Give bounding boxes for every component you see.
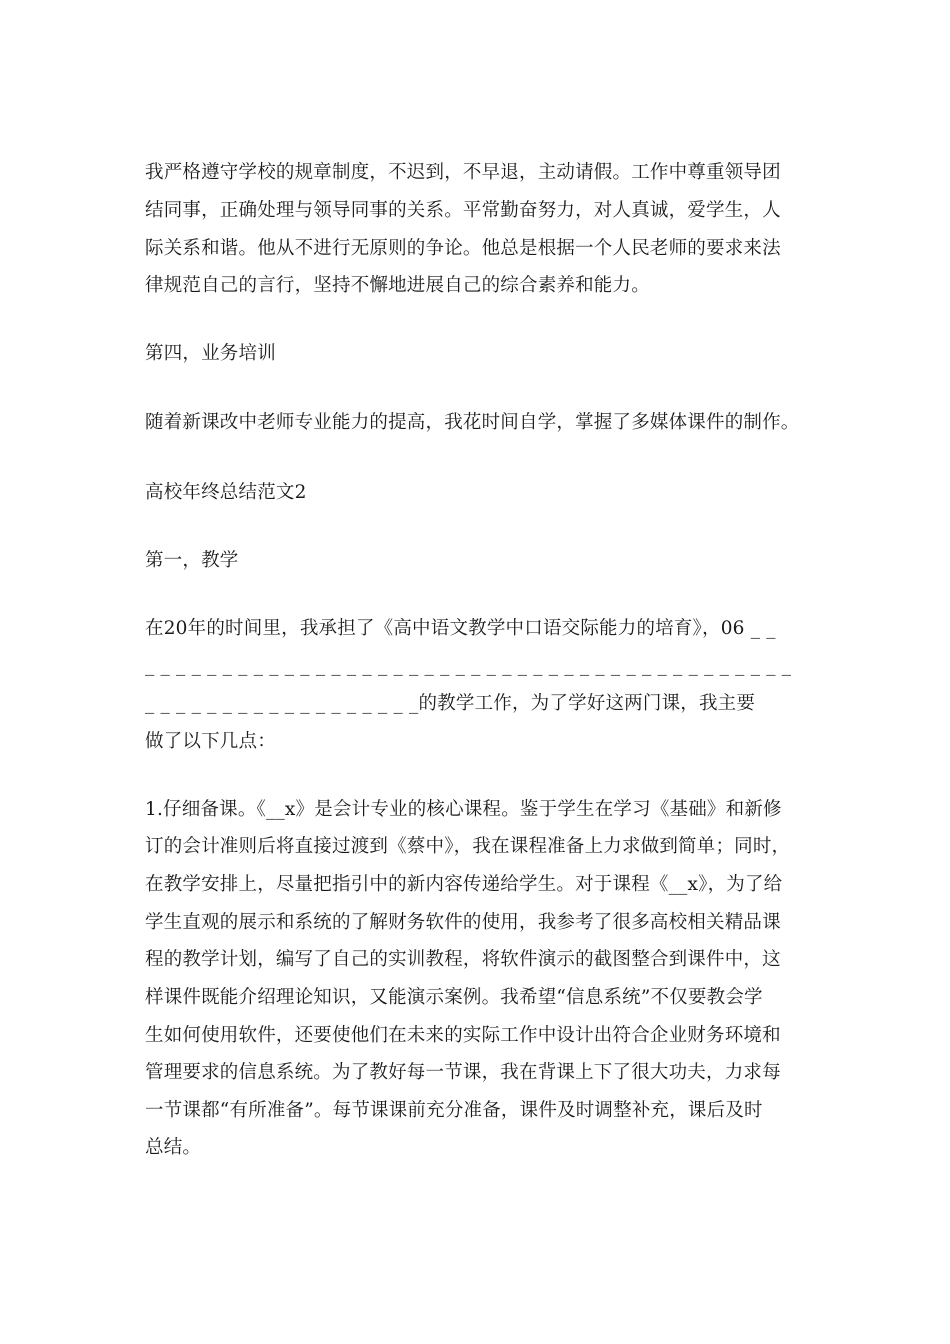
paragraph-line: 样课件既能介绍理论知识，又能演示案例。我希望“信息系统”不仅要教会学 bbox=[145, 987, 763, 1008]
section-heading: 第四，业务培训 bbox=[145, 343, 276, 364]
paragraph-line: 总结。 bbox=[145, 1137, 202, 1158]
paragraph-line: 我严格遵守学校的规章制度，不迟到，不早退，主动请假。工作中尊重领导团 bbox=[145, 162, 781, 183]
section-heading: 第一，教学 bbox=[145, 550, 239, 571]
paragraph-line: _ _ _ _ _ _ _ _ _ _ _ _ _ _ _ _ _ _ _ _ _ _ _ _ _ _ _ _ _ _ _ _ _ _ _ _ _ _ _ _ _ _ bbox=[145, 655, 792, 676]
paragraph-line: 律规范自己的言行，坚持不懈地进展自己的综合素养和能力。 bbox=[145, 275, 650, 296]
paragraph-line: 一节课都“有所准备”。每节课课前充分准备，课件及时调整补充，课后及时 bbox=[145, 1100, 763, 1121]
paragraph-line: 做了以下几点： bbox=[145, 731, 276, 752]
document-section-title: 高校年终总结范文2 bbox=[145, 482, 307, 503]
paragraph-line: 际关系和谐。他从不进行无原则的争论。他总是根据一个人民老师的要求来法 bbox=[145, 238, 781, 259]
paragraph-line: _ _ _ _ _ _ _ _ _ _ _ _ _ _ _ _ _ _的教学工作，为了学好这两门课，我主要 bbox=[145, 693, 756, 714]
paragraph-line: 管理要求的信息系统。为了教好每一节课，我在背课上下了很大功夫，力求每 bbox=[145, 1062, 781, 1083]
paragraph-line: 在20年的时间里，我承担了《高中语文教学中口语交际能力的培育》，06 _ _ bbox=[145, 618, 776, 639]
paragraph-line: 学生直观的展示和系统的了解财务软件的使用，我参考了很多高校相关精品课 bbox=[145, 912, 781, 933]
paragraph-line: 1.仔细备课。《__x》是会计专业的核心课程。鉴于学生在学习《基础》和新修 bbox=[145, 799, 782, 820]
paragraph-line: 在教学安排上，尽量把指引中的新内容传递给学生。对于课程《__x》，为了给 bbox=[145, 874, 783, 895]
paragraph-line: 结同事，正确处理与领导同事的关系。平常勤奋努力，对人真诚，爱学生，人 bbox=[145, 200, 781, 221]
paragraph-line: 订的会计准则后将直接过渡到《蔡中》，我在课程准备上力求做到简单；同时， bbox=[145, 836, 791, 857]
paragraph-line: 生如何使用软件，还要使他们在未来的实际工作中设计出符合企业财务环境和 bbox=[145, 1025, 781, 1046]
paragraph-line: 随着新课改中老师专业能力的提高，我花时间自学，掌握了多媒体课件的制作。 bbox=[145, 412, 800, 433]
paragraph-line: 程的教学计划，编写了自己的实训教程，将软件演示的截图整合到课件中，这 bbox=[145, 949, 781, 970]
